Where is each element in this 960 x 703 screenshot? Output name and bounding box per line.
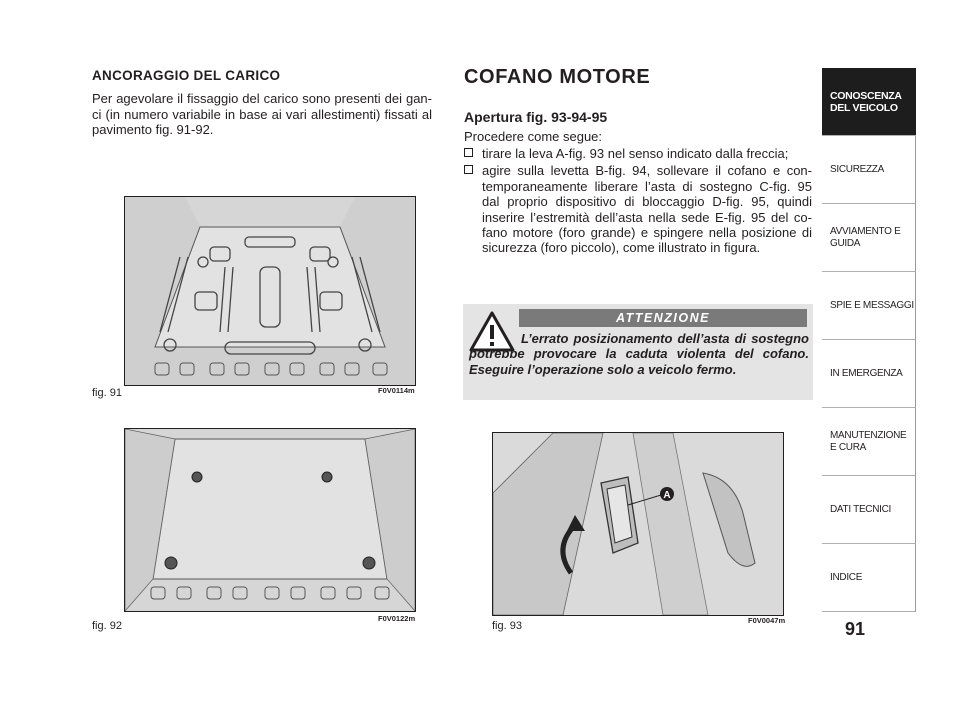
tab-manutenzione-e-cura[interactable]: MANUTENZIONE E CURA: [822, 408, 916, 476]
figure-92-caption: fig. 92: [92, 620, 122, 632]
tab-indice[interactable]: INDICE: [822, 544, 916, 612]
figure-93-callout-a: A: [663, 490, 671, 501]
figure-93-code: F0V0047m: [748, 616, 786, 625]
warning-box: [463, 304, 813, 400]
tab-dati-tecnici[interactable]: DATI TECNICI: [822, 476, 916, 544]
figure-93-caption: fig. 93: [492, 620, 522, 632]
figure-92-code: F0V0122m: [378, 614, 416, 623]
tab-spie-e-messaggi[interactable]: SPIE E MESSAGGI: [822, 272, 916, 340]
figure-91-code: F0V0114m: [378, 386, 415, 395]
figure-93-image: [492, 432, 784, 616]
tab-sicurezza[interactable]: SICUREZZA: [822, 136, 916, 204]
opening-subheading: Apertura fig. 93-94-95: [464, 109, 608, 125]
opening-intro: Procedere come segue:: [464, 129, 603, 144]
tab-avviamento-e-guida[interactable]: AVVIAMENTO E GUIDA: [822, 204, 916, 272]
section-heading-load-anchoring: ANCORAGGIO DEL CARICO: [92, 68, 281, 83]
warning-title: ATTENZIONE: [519, 309, 807, 327]
figure-92-image: [124, 428, 416, 612]
checkbox-bullet-icon: [464, 165, 473, 174]
opening-steps-list: [464, 146, 812, 258]
figure-91-caption: fig. 91: [92, 387, 122, 399]
load-anchoring-paragraph: Per agevolare il fissaggio del carico sono presenti dei ganci (in numero variabile in base ai vari allestimenti) fissati al pavimento fig. 91-92.: [92, 91, 432, 138]
tab-conoscenza-del-veicolo[interactable]: CONOSCENZA DEL VEICOLO: [822, 68, 916, 136]
list-item: tirare la leva A-fig. 93 nel senso indicato dalla freccia;: [464, 146, 812, 161]
warning-text: L’errato posizionamento dell’asta di sostegno potrebbe provocare la caduta violenta del cofano. Eseguire l’operazione solo a veicolo fermo.: [469, 331, 809, 377]
section-heading-bonnet: COFANO MOTORE: [464, 66, 651, 88]
tab-in-emergenza[interactable]: IN EMERGENZA: [822, 340, 916, 408]
checkbox-bullet-icon: [464, 148, 473, 157]
page-number: 91: [845, 619, 866, 639]
figure-91-image: [124, 196, 416, 386]
list-item: agire sulla levetta B-fig. 94, sollevare il cofano e contemporaneamente liberare l’asta di sostegno C-fig. 95 dal proprio dispositivo di bloccaggio D-fig. 95, quindi inserire l’estremità dell’asta nella sede E-fig. 95 del cofano motore (foro grande) e spingere nella posizione di sicurezza (foro piccolo), come illustrato in figura.: [464, 163, 812, 255]
